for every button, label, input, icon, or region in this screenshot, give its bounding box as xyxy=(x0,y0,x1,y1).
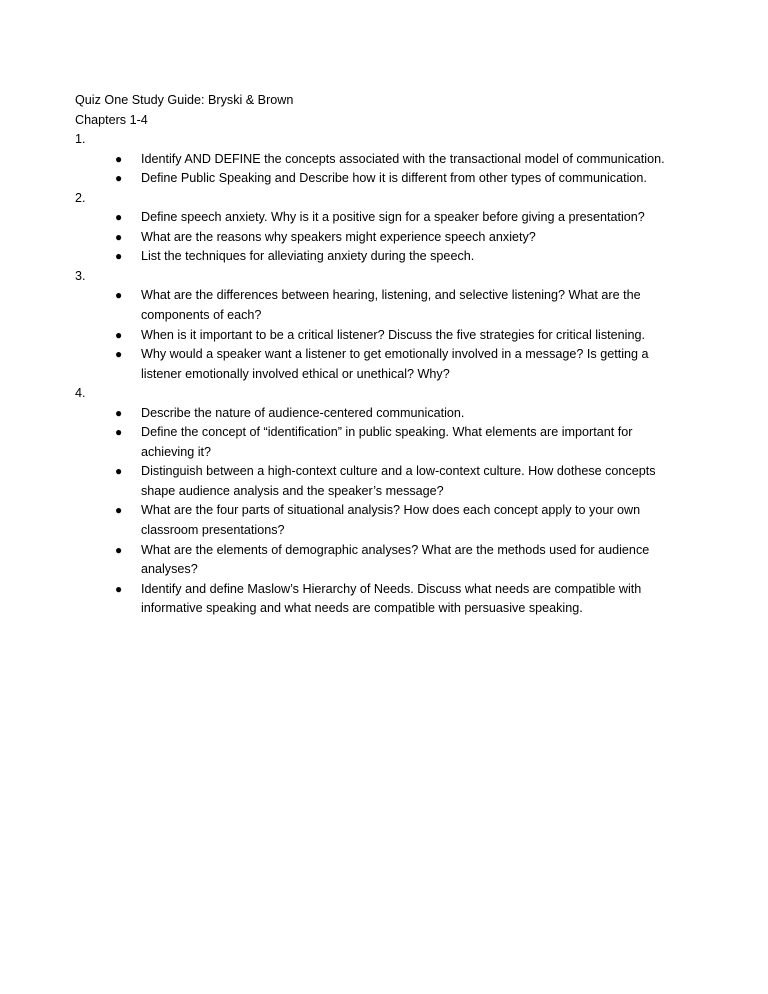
question-item xyxy=(75,286,728,325)
question-item xyxy=(75,541,728,580)
question-text: Identify AND DEFINE the concepts associated with the transactional model of communication. xyxy=(141,151,665,166)
question-list xyxy=(75,208,728,267)
question-item xyxy=(75,150,728,170)
question-text: What are the four parts of situational analysis? How does each concept apply to your own xyxy=(141,503,641,518)
bullet-icon: ● xyxy=(115,464,123,479)
question-item xyxy=(75,345,728,384)
bullet-icon: ● xyxy=(115,327,123,342)
bullet-icon: ● xyxy=(115,405,123,420)
question-text: achieving it? xyxy=(141,444,212,459)
bullet-icon: ● xyxy=(115,542,123,557)
bullet-icon: ● xyxy=(115,425,123,440)
document-title: Quiz One Study Guide: Bryski & Brown xyxy=(75,93,294,107)
question-item xyxy=(75,247,728,267)
question-item xyxy=(75,423,728,462)
section-number: 3. xyxy=(75,268,86,283)
bullet-icon: ● xyxy=(115,249,123,264)
question-text: When is it important to be a critical listener? Discuss the five strategies for critical listening. xyxy=(141,327,645,342)
question-item xyxy=(75,501,728,540)
section-number: 4. xyxy=(75,386,86,401)
question-item xyxy=(75,326,728,346)
document-subtitle: Chapters 1-4 xyxy=(75,112,148,127)
section-number: 2. xyxy=(75,190,86,205)
question-item xyxy=(75,580,728,619)
question-text: Describe the nature of audience-centered communication. xyxy=(141,405,465,420)
bullet-icon: ● xyxy=(115,151,123,166)
question-item xyxy=(75,169,728,189)
question-text: classroom presentations? xyxy=(141,523,285,538)
question-text: Define the concept of “identification” in public speaking. What elements are important for xyxy=(141,425,633,440)
bullet-icon: ● xyxy=(115,288,123,303)
question-text: Why would a speaker want a listener to get emotionally involved in a message? Is getting a xyxy=(141,347,649,362)
question-text: What are the elements of demographic analyses? What are the methods used for audience xyxy=(141,542,650,557)
bullet-icon: ● xyxy=(115,210,123,225)
bullet-icon: ● xyxy=(115,229,123,244)
question-text: analyses? xyxy=(141,562,198,577)
document-page xyxy=(75,91,728,619)
question-item xyxy=(75,228,728,248)
bullet-icon: ● xyxy=(115,503,123,518)
question-text: components of each? xyxy=(141,308,262,323)
question-text: Define Public Speaking and Describe how it is different from other types of communication. xyxy=(141,171,647,186)
question-item xyxy=(75,404,728,424)
question-list xyxy=(75,404,728,619)
question-item xyxy=(75,208,728,228)
question-text: listener emotionally involved ethical or unethical? Why? xyxy=(141,366,450,381)
question-text: What are the reasons why speakers might experience speech anxiety? xyxy=(141,229,536,244)
question-text: Distinguish between a high-context culture and a low-context culture. How dothese concepts xyxy=(141,464,656,479)
bullet-icon: ● xyxy=(115,581,123,596)
question-text: List the techniques for alleviating anxiety during the speech. xyxy=(141,249,475,264)
question-item xyxy=(75,462,728,501)
question-text: Identify and define Maslow’s Hierarchy of Needs. Discuss what needs are compatible with xyxy=(141,581,642,596)
question-text: What are the differences between hearing, listening, and selective listening? What are the xyxy=(141,288,641,303)
question-list xyxy=(75,286,728,384)
question-text: shape audience analysis and the speaker’s message? xyxy=(141,483,444,498)
question-text: Define speech anxiety. Why is it a positive sign for a speaker before giving a presentation? xyxy=(141,210,645,225)
sections xyxy=(75,130,728,619)
question-list xyxy=(75,150,728,189)
question-text: informative speaking and what needs are compatible with persuasive speaking. xyxy=(141,601,583,616)
bullet-icon: ● xyxy=(115,347,123,362)
bullet-icon: ● xyxy=(115,171,123,186)
section-number: 1. xyxy=(75,132,86,147)
